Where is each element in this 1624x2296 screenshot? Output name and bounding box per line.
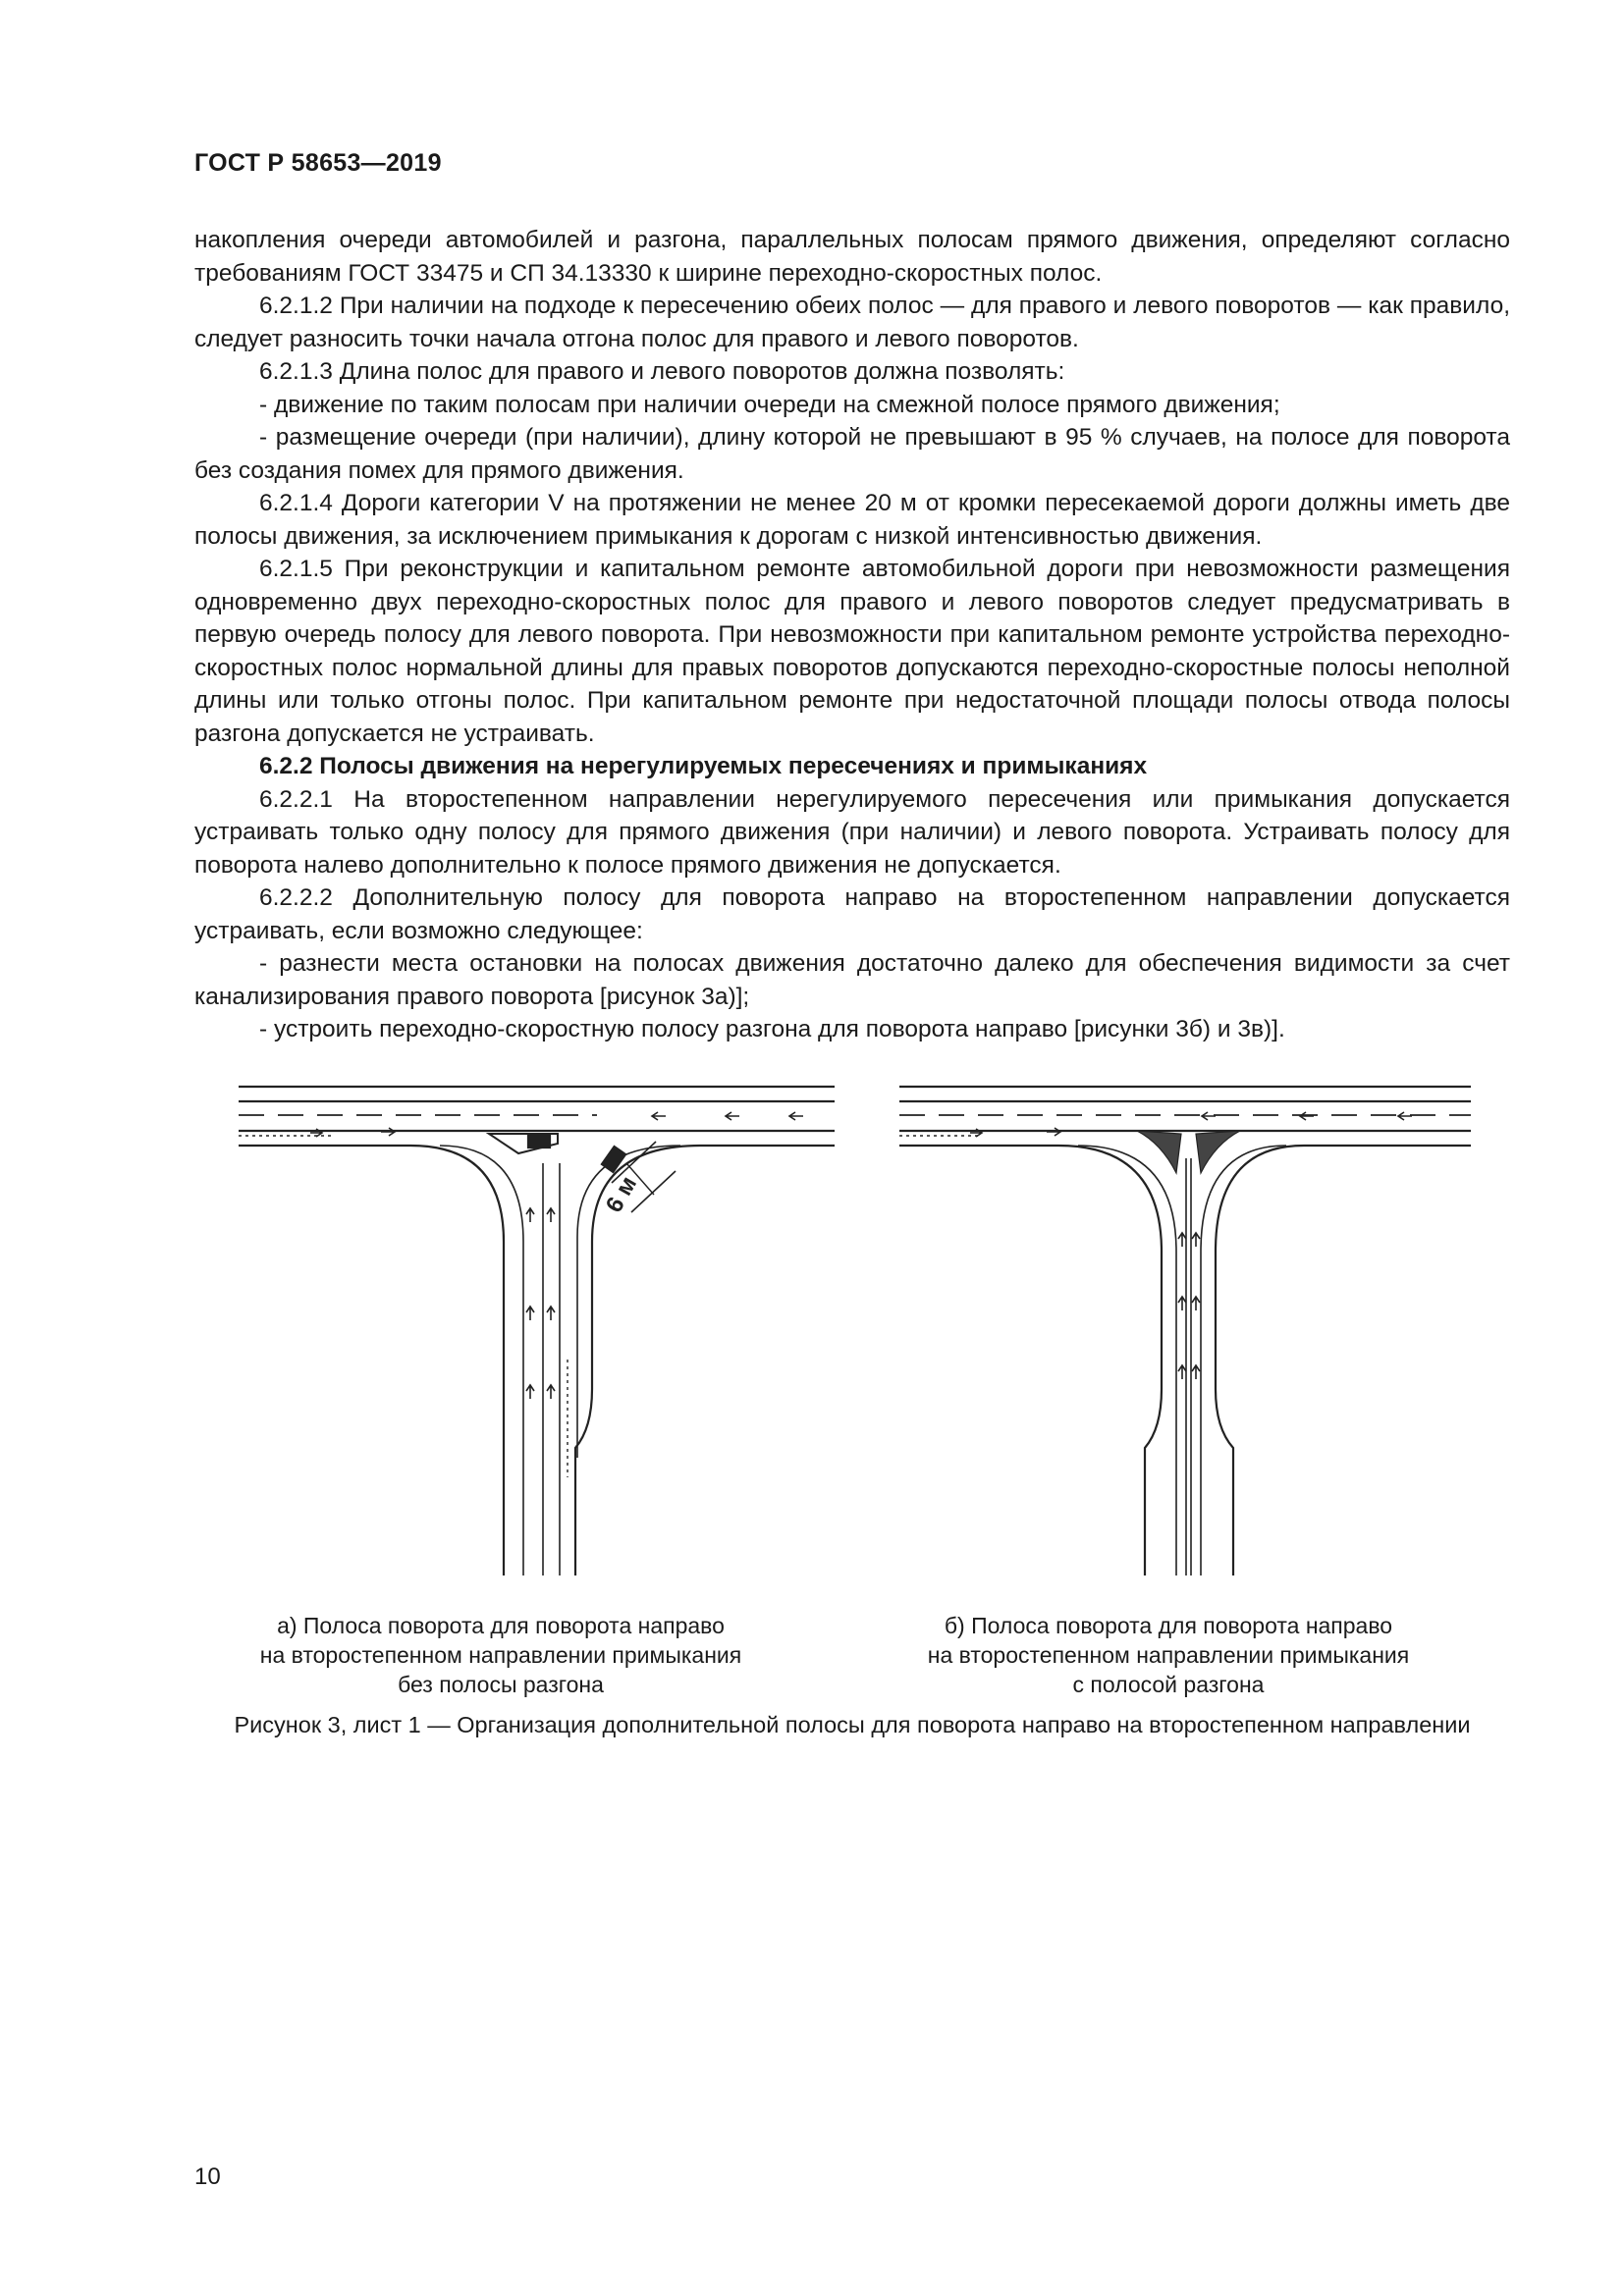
caption-b-line: на второстепенном направлении примыкания: [927, 1642, 1410, 1668]
caption-b-line: с полосой разгона: [1072, 1672, 1265, 1697]
section-heading-6-2-2: 6.2.2 Полосы движения на нерегулируемых пересечениях и примыканиях: [259, 753, 1148, 779]
paragraph-6-2-1-3: 6.2.1.3 Длина полос для правого и левого поворотов должна позволять:: [259, 358, 1065, 385]
page-number: 10: [194, 2163, 221, 2190]
figure-3: [194, 1065, 1510, 1595]
paragraph-6-2-1-4: 6.2.1.4 Дороги категории V на протяжении не менее 20 м от кромки пересекаемой дороги должны иметь две полосы движения, за исключением примыкания к дорогам с низкой интенсивностью движения.: [194, 490, 1510, 550]
intersection-diagrams: [194, 1065, 1510, 1595]
paragraph-6-2-2-2: 6.2.2.2 Дополнительную полосу для поворота направо на второстепенном направлении допускается устраивать, если возможно следующее:: [194, 884, 1510, 944]
caption-a-line: на второстепенном направлении примыкания: [259, 1642, 742, 1668]
paragraph-6-2-1-5: 6.2.1.5 При реконструкции и капитальном ремонте автомобильной дороги при невозможности размещения одновременно двух переходно-скоростных полос для правого и левого поворотов следует предусматривать в первую очередь полосу для левого поворота. При невозможности при капитальном ремонте устройства переходно-скоростных полос нормальной длины для правых поворотов допускаются переходно-скоростные полосы неполной длины или только отгоны полос. При капитальном ремонте при недостаточной площади полосы отвода полосы разгона допускается не устраивать.: [194, 556, 1510, 747]
caption-a-line: без полосы разгона: [398, 1672, 604, 1697]
dimension-label: 6 м: [600, 1171, 643, 1217]
caption-a: [226, 1611, 776, 1699]
diagram-b: [899, 1087, 1471, 1575]
paragraph-6-2-1-2: 6.2.1.2 При наличии на подходе к пересечению обеих полос — для правого и левого поворотов — как правило, следует разносить точки начала отгона полос для правого и левого поворотов.: [194, 293, 1510, 352]
list-item: - размещение очереди (при наличии), длину которой не превышают в 95 % случаев, на полосе для поворота без создания помех для прямого движения.: [194, 424, 1510, 484]
list-item: - разнести места остановки на полосах движения достаточно далеко для обеспечения видимости за счет канализирования правого поворота [рисунок 3а)];: [194, 950, 1510, 1010]
caption-b: [893, 1611, 1443, 1699]
diagram-a: [239, 1087, 835, 1575]
document-header: ГОСТ Р 58653—2019: [194, 149, 442, 177]
figure-caption: Рисунок 3, лист 1 — Организация дополнительной полосы для поворота направо на второстепенном направлении: [234, 1712, 1471, 1737]
paragraph-continuation: накопления очереди автомобилей и разгона, параллельных полосам прямого движения, определяют согласно требованиям ГОСТ 33475 и СП 34.13330 к ширине переходно-скоростных полос.: [194, 227, 1510, 287]
caption-a-line: а) Полоса поворота для поворота направо: [277, 1613, 725, 1638]
caption-b-line: б) Полоса поворота для поворота направо: [944, 1613, 1393, 1638]
list-item: - движение по таким полосам при наличии очереди на смежной полосе прямого движения;: [259, 391, 1280, 418]
list-item: - устроить переходно-скоростную полосу разгона для поворота направо [рисунки 3б) и 3в)].: [259, 1016, 1285, 1042]
body-text: [194, 224, 1510, 1046]
paragraph-6-2-2-1: 6.2.2.1 На второстепенном направлении нерегулируемого пересечения или примыкания допускается устраивать только одну полосу для прямого движения (при наличии) и левого поворота. Устраивать полосу для поворота налево дополнительно к полосе прямого движения не допускается.: [194, 785, 1510, 879]
